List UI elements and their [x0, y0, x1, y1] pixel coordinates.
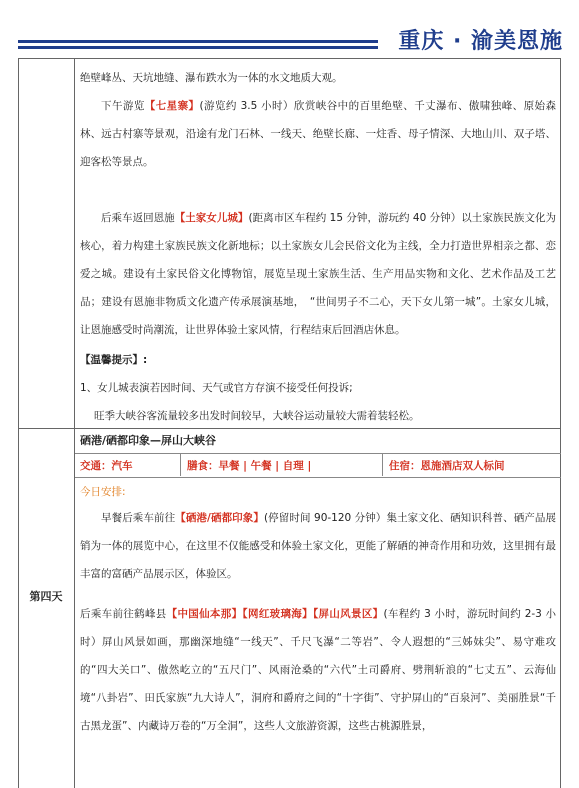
info-row-divider [75, 477, 561, 478]
day4-p2-highlight: 【中国仙本那】【网红玻璃海】【屏山风景区】 [166, 608, 384, 620]
day4-paragraph-1 [80, 504, 556, 588]
day4-p2-text-b: (车程约 3 小时，游玩时间约 2-3 小时）屏山风景如画，那幽深地缝“一线天”、千尺飞瀑“二等岩”、令人遐想的“三姊妹尖”、易守难攻的“四大关口”、傲然屹立的“五尺门”、风雨沧桑的“六代”土司爵府、劈荆斩浪的“七丈五”、云海仙境“八卦岩”、田氏家族“九大诗人”，洞府和爵府之间的“十字街”、守护屏山的“百泉河”、美丽胜景“千古黑龙蛋”、内藏诗万卷的“万全洞”，这些人文旅游资源，这些古桃源胜景， [80, 608, 557, 732]
day4-p2-text-a: 后乘车前往鹤峰县 [80, 608, 167, 620]
header-title: 重庆 · 渝美恩施 [398, 29, 563, 54]
day4-label: 第四天 [29, 590, 63, 603]
day4-transport: 交通：汽车 [80, 460, 133, 472]
day4-paragraph-2 [80, 600, 556, 740]
day4-today-label: 今日安排: [80, 486, 126, 498]
day3-paragraph-1: 绝壁峰丛、天坑地缝、瀑布跌水为一体的水文地质大观。 [80, 72, 343, 84]
day3-p2-text-a: 下午游览 [101, 100, 145, 112]
day4-p1-text-a: 早餐后乘车前往 [101, 512, 176, 524]
info-divider-2 [382, 454, 383, 476]
day4-route: 硒港/硒都印象—屏山大峡谷 [80, 434, 217, 447]
header-rule-top [18, 40, 378, 43]
table-column-divider [74, 58, 75, 788]
tip-1: 1、女儿城表演若因时间、天气或官方存演不接受任何投诉; [80, 382, 353, 394]
day3-p3-highlight: 【土家女儿城】 [174, 212, 249, 224]
day3-p3-text-a: 后乘车返回恩施 [101, 212, 175, 224]
tip-2: 旺季大峡谷客流量较多出发时间较早，大峡谷运动量较大需着装轻松。 [94, 410, 420, 422]
day4-p1-text-b: (停留时间 90-120 分钟）集土家文化、硒知识科普、硒产品展销为一体的展览中心，在这里不仅能感受和体验土家文化，更能了解硒的神奇作用和功效，这里拥有最丰富的富硒产品展示区，体验区。 [80, 512, 556, 580]
day4-p1-highlight: 【硒港/硒都印象】 [175, 512, 264, 524]
day3-p2-highlight: 【七星寨】 [144, 100, 200, 112]
tips-title: 【温馨提示】: [80, 354, 148, 366]
day4-hotel: 住宿：恩施酒店双人标间 [389, 460, 505, 472]
header-rule-bottom [18, 46, 378, 49]
route-row-divider [75, 453, 561, 454]
info-divider-1 [180, 454, 181, 476]
day3-paragraph-2 [80, 92, 556, 176]
page-header [0, 0, 579, 62]
day3-paragraph-3 [80, 204, 556, 344]
day4-meals: 膳食：早餐 | 午餐 | 自理 | [187, 460, 312, 472]
day3-p2-text-b: (游览约 3.5 小时）欣赏峡谷中的百里绝壁、千丈瀑布、傲啸独峰、原始森林、远古村寨等景观，沿途有龙门石林、一线天、绝壁长廊、一炷香、母子情深、大地山川、双子塔、迎客松等景点。 [80, 100, 556, 168]
day3-p3-text-b: (距离市区车程约 15 分钟，游玩约 40 分钟）以土家族民族文化为核心，着力构建土家族民族文化新地标；以土家族女儿会民俗文化为主线，全力打造世界相亲之都、恋爱之城。建设有土家民俗文化博物馆，展览呈现土家族生活、生产用品实物和文化、艺术作品及工艺品；建设有恩施非物质文化遗产传承展演基地， “世间男子不二心，天下女儿第一城”。土家女儿城，让恩施感受时尚潮流，让世界体验土家风情，行程结束后回酒店休息。 [80, 212, 557, 336]
